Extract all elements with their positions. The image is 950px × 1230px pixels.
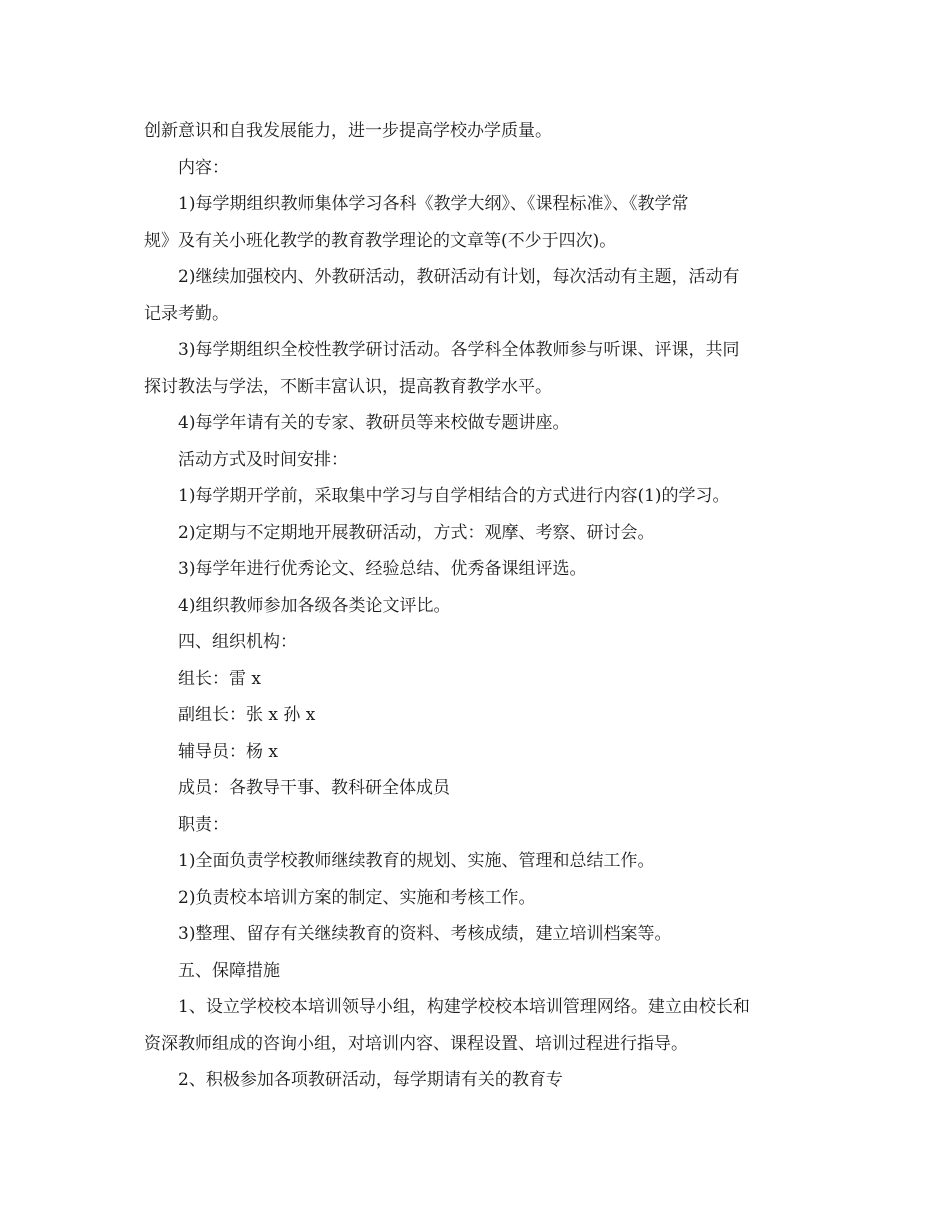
text-line: 3)每学年进行优秀论文、经验总结、优秀备课组评选。 xyxy=(178,559,587,579)
paragraph xyxy=(144,150,810,187)
text-line: 2)负责校本培训方案的制定、实施和考核工作。 xyxy=(178,887,536,908)
paragraph xyxy=(144,843,810,880)
paragraph xyxy=(144,551,810,588)
paragraph xyxy=(144,113,810,150)
text-line: 资深教师组成的咨询小组，对培训内容、课程设置、培训过程进行指导。 xyxy=(144,1033,688,1054)
paragraph xyxy=(144,807,810,844)
text-line: 1)全面负责学校教师继续教育的规划、实施、管理和总结工作。 xyxy=(178,851,655,871)
text-line: 3)整理、留存有关继续教育的资料、考核成绩，建立培训档案等。 xyxy=(178,924,672,944)
text-line: 辅导员：杨 x xyxy=(178,741,278,762)
text-line: 组长：雷 x xyxy=(178,668,261,689)
text-line: 1、设立学校校本培训领导小组，构建学校校本培训管理网络。建立由校长和 xyxy=(178,997,750,1017)
text-line: 创新意识和自我发展能力，进一步提高学校办学质量。 xyxy=(144,121,552,141)
text-line: 4)组织教师参加各级各类论文评比。 xyxy=(178,595,451,616)
text-line: 活动方式及时间安排： xyxy=(178,449,348,470)
document-body xyxy=(144,113,810,1099)
text-line: 探讨教法与学法，不断丰富认识，提高教育教学水平。 xyxy=(144,376,552,397)
paragraph xyxy=(144,478,810,515)
text-line: 规》及有关小班化教学的教育教学理论的文章等(不少于四次)。 xyxy=(144,230,617,251)
text-line: 职责： xyxy=(178,814,229,835)
paragraph xyxy=(144,734,810,771)
text-line: 2、积极参加各项教研活动，每学期请有关的教育专 xyxy=(178,1070,563,1090)
paragraph xyxy=(144,259,810,332)
paragraph xyxy=(144,624,810,661)
text-line: 1)每学期开学前，采取集中学习与自学相结合的方式进行内容(1)的学习。 xyxy=(178,486,730,506)
text-line: 2)定期与不定期地开展教研活动，方式：观摩、考察、研讨会。 xyxy=(178,522,655,543)
paragraph xyxy=(144,770,810,807)
paragraph xyxy=(144,880,810,917)
text-line: 四、组织机构： xyxy=(178,632,297,652)
text-line: 副组长：张 x 孙 x xyxy=(178,705,316,725)
text-line: 3)每学期组织全校性教学研讨活动。各学科全体教师参与听课、评课，共同 xyxy=(178,340,740,360)
paragraph xyxy=(144,989,810,1062)
paragraph xyxy=(144,697,810,734)
paragraph xyxy=(144,1062,810,1099)
text-line: 4)每学年请有关的专家、教研员等来校做专题讲座。 xyxy=(178,413,570,433)
text-line: 内容： xyxy=(178,157,229,178)
paragraph xyxy=(144,953,810,990)
paragraph xyxy=(144,186,810,259)
paragraph xyxy=(144,588,810,625)
text-line: 2)继续加强校内、外教研活动，教研活动有计划，每次活动有主题，活动有 xyxy=(178,267,740,287)
text-line: 五、保障措施 xyxy=(178,960,280,981)
text-line: 成员：各教导干事、教科研全体成员 xyxy=(178,778,450,798)
text-line: 记录考勤。 xyxy=(144,303,229,324)
paragraph xyxy=(144,332,810,405)
paragraph xyxy=(144,916,810,953)
text-line: 1)每学期组织教师集体学习各科《教学大纲》、《课程标准》、《教学常 xyxy=(178,194,689,214)
paragraph xyxy=(144,405,810,442)
paragraph xyxy=(144,515,810,552)
paragraph xyxy=(144,442,810,479)
paragraph xyxy=(144,661,810,698)
